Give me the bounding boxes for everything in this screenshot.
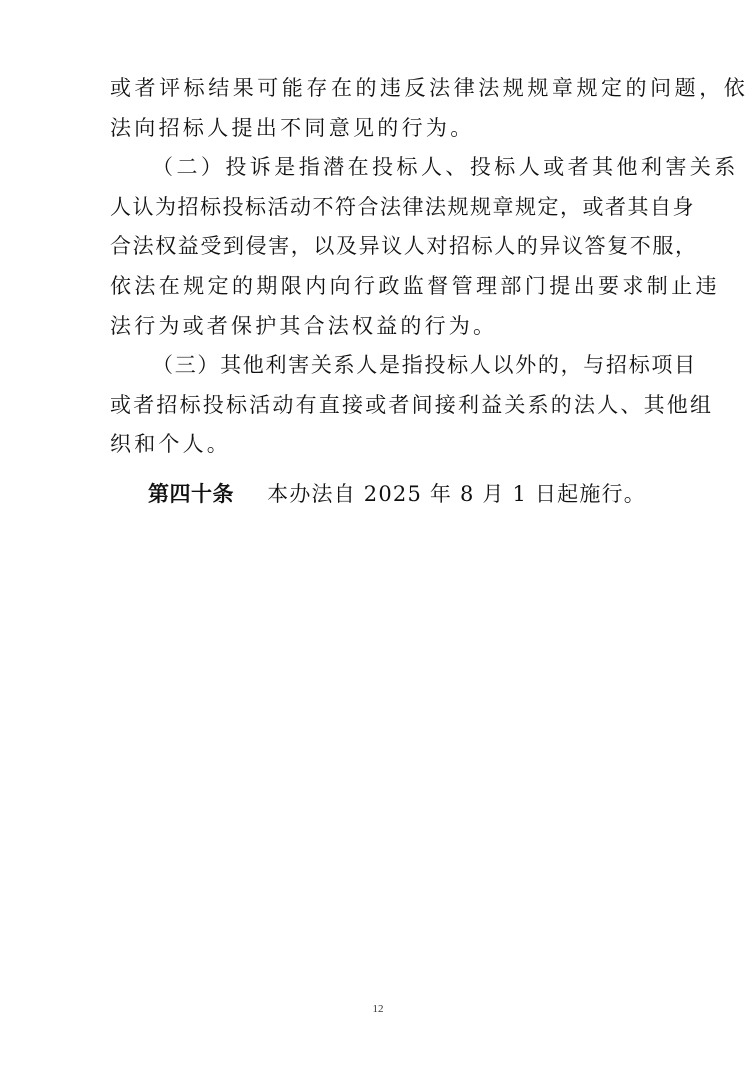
article-body: 本办法自 2025 年 8 月 1 日起施行。 <box>267 482 646 506</box>
paragraph-line: 依法在规定的期限内向行政监督管理部门提出要求制止违 <box>110 274 720 298</box>
article-heading: 第四十条 <box>148 482 234 506</box>
paragraph-line: （二）投诉是指潜在投标人、投标人或者其他利害关系 <box>152 155 739 179</box>
paragraph-line: 或者招标投标活动有直接或者间接利益关系的法人、其他组 <box>110 393 714 417</box>
paragraph-line: 法向招标人提出不同意见的行为。 <box>110 116 475 140</box>
article-spacer <box>242 482 259 506</box>
paragraph-line: 人认为招标投标活动不符合法律法规规章规定，或者其自身 <box>110 195 695 219</box>
paragraph-line: 法行为或者保护其合法权益的行为。 <box>110 314 498 338</box>
paragraph-line: 或者评标结果可能存在的违反法律法规规章规定的问题，依 <box>110 76 749 100</box>
paragraph-line: 合法权益受到侵害，以及异议人对招标人的异议答复不服， <box>110 234 698 258</box>
article-forty <box>148 480 646 508</box>
paragraph-line: （三）其他利害关系人是指投标人以外的，与招标项目 <box>152 353 697 377</box>
page-number: 12 <box>372 1003 384 1015</box>
paragraph-line: 织和个人。 <box>110 432 231 456</box>
